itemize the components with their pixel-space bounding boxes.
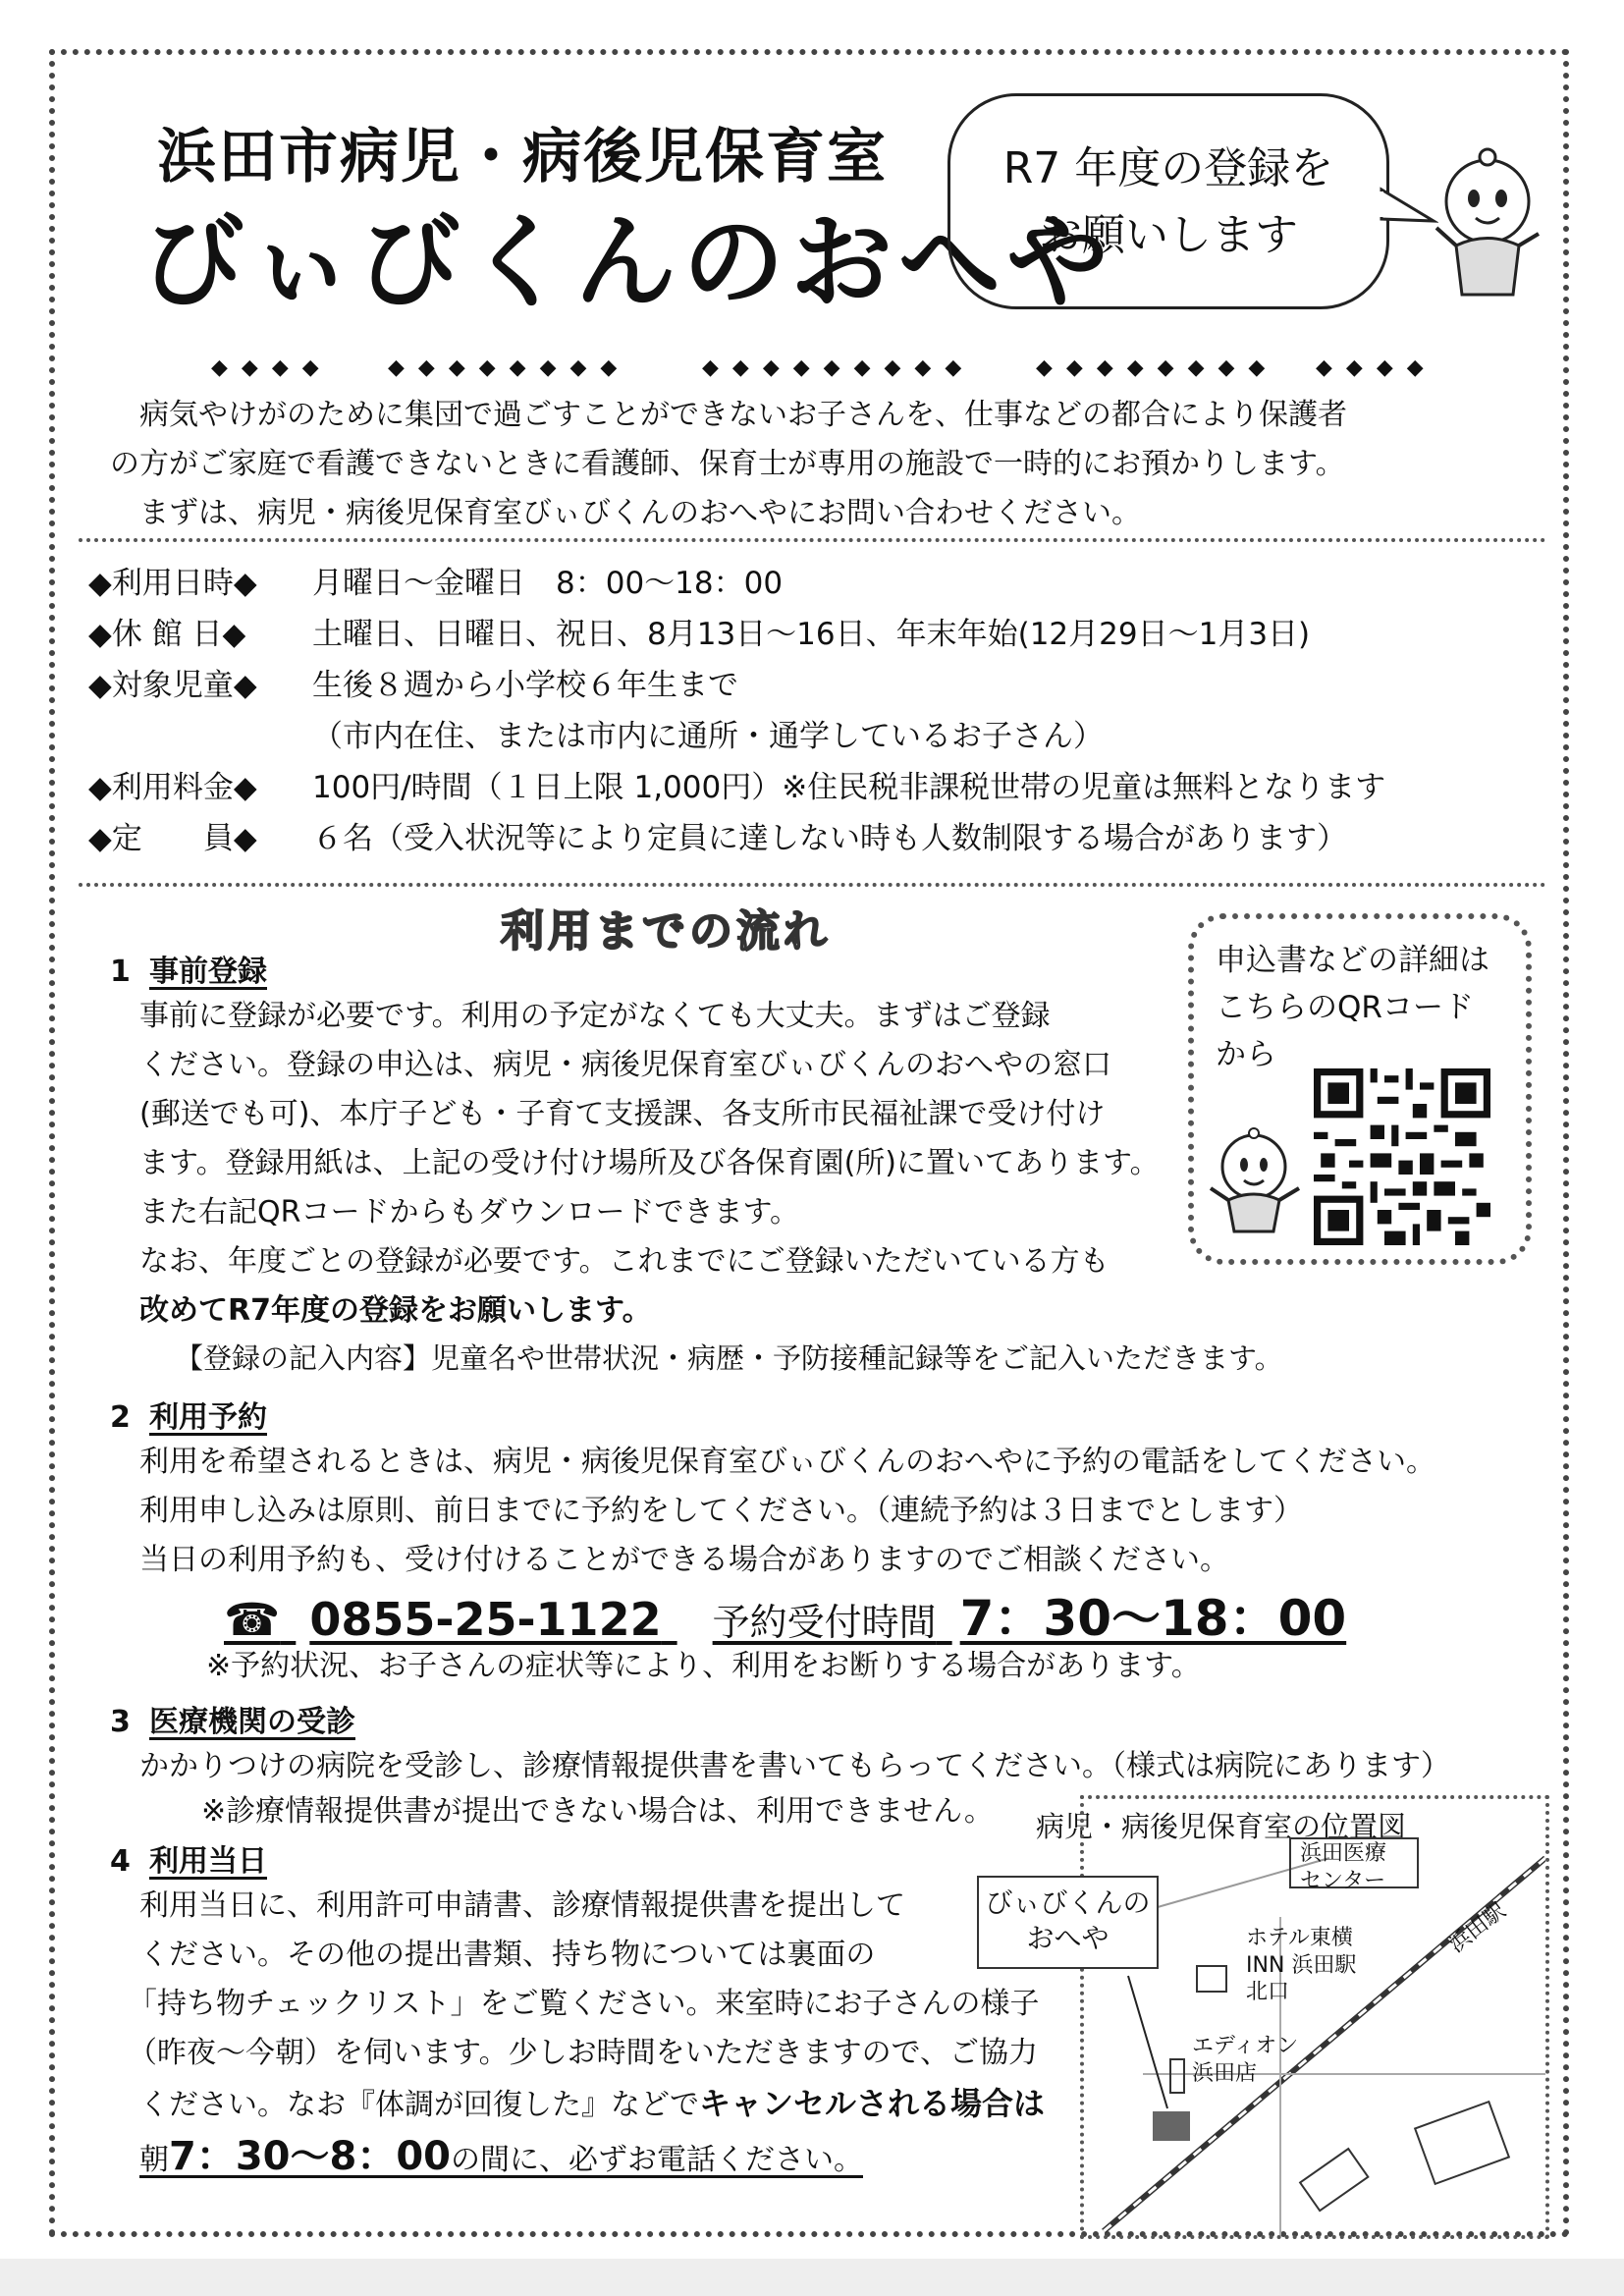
section-title: 事前登録 — [149, 955, 267, 989]
diamond-decoration: ◆◆◆◆◆◆◆◆ — [388, 355, 631, 380]
diamond-decoration: ◆◆◆◆ — [1316, 355, 1437, 380]
section2-note: ※予約状況、お子さんの症状等により、利用をお断りする場合があります。 — [206, 1649, 1201, 1683]
info-row-target-note — [88, 711, 1104, 755]
section2-line: 利用を希望されるときは、病児・病後児保育室びぃびくんのおへやに予約の電話をしてください。 — [139, 1445, 1435, 1479]
last-time: 7：30～8：00 — [169, 2134, 451, 2179]
bubble-line-2: お願いします — [1039, 210, 1298, 261]
info-value: ６名（受入状況等により定員に達しない時も人数制限する場合があります） — [312, 821, 1347, 856]
section2-line: 当日の利用予約も、受け付けることができる場合がありますのでご相談ください。 — [139, 1543, 1229, 1577]
section-number: 2 — [110, 1400, 131, 1435]
brand-title: びぃびくんのおへや — [142, 202, 1115, 322]
section4-line: ください。その他の提出書類、持ち物については裏面の — [139, 1938, 876, 1972]
info-label: ◆定 員◆ — [88, 821, 257, 856]
section1-line: (郵送でも可)、本庁子ども・子育て支援課、各支所市民福祉課で受け付け — [139, 1097, 1106, 1131]
mascot-icon — [1203, 1127, 1306, 1235]
map-medical-center: 浜田医療 センター — [1300, 1841, 1387, 1893]
section-number: 3 — [110, 1705, 131, 1739]
section-number: 1 — [110, 955, 131, 989]
location-map — [1080, 1795, 1549, 2239]
phone-icon: ☎ — [224, 1593, 281, 1646]
mascot-icon — [1429, 147, 1546, 304]
info-value: 100円/時間（１日上限 1,000円）※住民税非課税世帯の児童は無料となります — [312, 770, 1386, 805]
diamond-decoration: ◆◆◆◆ — [211, 355, 333, 380]
section4-last-line — [139, 2127, 863, 2186]
section1-line: なお、年度ごとの登録が必要です。これまでにご登録いただいている方も — [139, 1244, 1110, 1279]
section-heading-3 — [110, 1697, 355, 1740]
section-title: 利用当日 — [149, 1844, 267, 1879]
info-row-fee — [88, 762, 1385, 806]
qr-line-1: 申込書などの詳細は — [1216, 943, 1489, 978]
map-hotel: ホテル東横 INN 浜田駅 北口 — [1246, 1926, 1357, 2004]
info-label: ◆対象児童◆ — [88, 668, 257, 703]
section4-text: ください。なお『体調が回復した』などで — [139, 2088, 699, 2122]
section3-line: ※診療情報提供書が提出できない場合は、利用できません。 — [201, 1794, 994, 1829]
bubble-line-1: R7 年度の登録を — [1002, 143, 1334, 193]
info-value: 月曜日～金曜日 8：00～18：00 — [312, 566, 784, 601]
section1-line: ます。登録用紙は、上記の受け付け場所及び各保育園(所)に置いてあります。 — [139, 1146, 1160, 1180]
section4-line — [139, 2080, 1045, 2127]
phone-number[interactable]: 0855-25-1122 — [309, 1593, 662, 1646]
last-prefix: 朝 — [139, 2143, 169, 2177]
qr-line-2: こちらのQRコード — [1216, 990, 1474, 1026]
info-row-hours — [88, 558, 783, 602]
info-row-closed — [88, 609, 1310, 653]
cancel-text: キャンセルされる場合は — [699, 2085, 1046, 2122]
intro-line-3: まずは、病児・病後児保育室びぃびくんのおへやにお問い合わせください。 — [139, 496, 1141, 530]
map-title: 病児・病後児保育室の位置図 — [1036, 1810, 1407, 1843]
info-row-target — [88, 660, 738, 704]
section4-line: 「持ち物チェックリスト」をご覧ください。来室時にお子さんの様子 — [128, 1987, 1040, 2021]
flow-title: 利用までの流れ — [501, 906, 831, 957]
section4-line: （昨夜～今朝）を伺います。少しお時間をいただきますので、ご協力 — [128, 2036, 1038, 2070]
map-station: 浜田駅 — [1444, 1898, 1511, 1958]
section1-line: ください。登録の申込は、病児・病後児保育室びぃびくんのおへやの窓口 — [139, 1048, 1111, 1082]
hours-value: 7：30～18：00 — [959, 1590, 1347, 1647]
section4-line: 利用当日に、利用許可申請書、診療情報提供書を提出して — [139, 1888, 905, 1923]
info-value: 土曜日、日曜日、祝日、8月13日～16日、年末年始(12月29日～1月3日) — [312, 617, 1311, 652]
section1-line: 事前に登録が必要です。利用の予定がなくても大丈夫。まずはご登録 — [139, 999, 1051, 1033]
intro-line-1: 病気やけがのために集団で過ごすことができないお子さんを、仕事などの都合により保護者 — [139, 398, 1347, 432]
section1-note: 【登録の記入内容】児童名や世帯状況・病歴・予防接種記録等をご記入いただきます。 — [175, 1341, 1283, 1375]
section-heading-4 — [110, 1836, 267, 1880]
info-label: ◆利用日時◆ — [88, 566, 257, 601]
section1-line: 改めてR7年度の登録をお願いします。 — [139, 1293, 652, 1328]
phone-row — [224, 1579, 1346, 1650]
diamond-decoration: ◆◆◆◆◆◆◆◆◆ — [702, 355, 976, 380]
map-aeon: エディオン 浜田店 — [1192, 2034, 1299, 2086]
section2-line: 利用申し込みは原則、前日までに予約をしてください。（連続予約は３日までとします） — [139, 1494, 1303, 1528]
header-title: 浜田市病児・病後児保育室 — [157, 123, 888, 191]
section3-line: かかりつけの病院を受診し、診療情報提供書を書いてもらってください。（様式は病院にあります） — [139, 1749, 1450, 1783]
info-row-capacity — [88, 813, 1347, 857]
qr-line-3: から — [1216, 1037, 1276, 1073]
map-facility-label: びぃびくんの おへや — [977, 1876, 1159, 1969]
section-number: 4 — [110, 1844, 131, 1879]
bottom-strip — [0, 2259, 1624, 2296]
qr-code[interactable] — [1314, 1068, 1490, 1245]
speech-bubble — [947, 93, 1389, 309]
diamond-decoration: ◆◆◆◆◆◆◆◆ — [1036, 355, 1279, 380]
info-value: 生後８週から小学校６年生まで — [312, 668, 738, 703]
hours-label: 予約受付時間 — [712, 1601, 937, 1644]
section-title: 利用予約 — [149, 1400, 267, 1435]
info-value: （市内在住、または市内に通所・通学しているお子さん） — [312, 719, 1104, 754]
intro-line-2: の方がご家庭で看護できないときに看護師、保育士が専用の施設で一時的にお預かりします。 — [110, 447, 1345, 481]
last-suffix: の間に、必ずお電話ください。 — [451, 2143, 863, 2177]
section-heading-2 — [110, 1393, 267, 1436]
info-label: ◆休 館 日◆ — [88, 617, 246, 652]
info-label: ◆利用料金◆ — [88, 770, 257, 805]
section-title: 医療機関の受診 — [149, 1705, 355, 1739]
section-heading-1 — [110, 947, 267, 990]
section1-line: また右記QRコードからもダウンロードできます。 — [139, 1195, 800, 1230]
